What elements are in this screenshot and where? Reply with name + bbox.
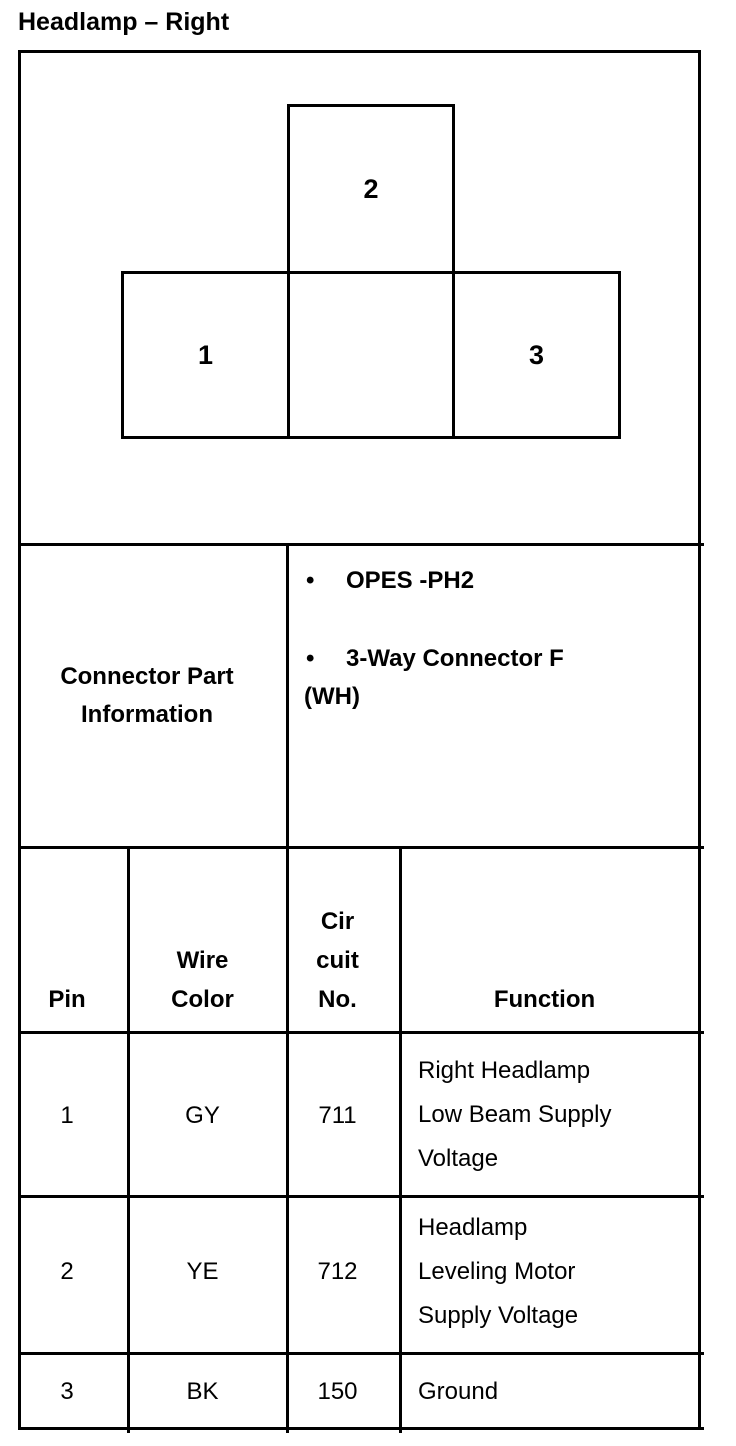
divider bbox=[18, 1195, 704, 1198]
function-line: Voltage bbox=[418, 1145, 499, 1172]
cell-pin: 3 bbox=[60, 1378, 74, 1405]
divider bbox=[18, 846, 704, 849]
cell-function bbox=[418, 1049, 698, 1181]
cell-wire-color: BK bbox=[186, 1378, 219, 1405]
header-circuit-no bbox=[290, 902, 385, 1019]
pin-cavity-2 bbox=[287, 104, 455, 274]
divider bbox=[399, 846, 402, 1433]
pin-cavity-3 bbox=[452, 271, 621, 439]
divider bbox=[18, 1352, 704, 1355]
header-text: cuit bbox=[316, 947, 359, 974]
divider bbox=[18, 543, 704, 546]
cell-pin: 2 bbox=[60, 1258, 74, 1285]
divider bbox=[127, 846, 130, 1433]
divider bbox=[18, 1427, 704, 1430]
pin-label: 3 bbox=[528, 339, 545, 370]
cell-function bbox=[418, 1370, 698, 1414]
header-pin bbox=[22, 980, 112, 1019]
header-text: No. bbox=[318, 986, 357, 1013]
cell-circuit: 711 bbox=[318, 1102, 357, 1129]
header-text: Cir bbox=[320, 908, 355, 935]
function-line: Leveling Motor bbox=[418, 1258, 576, 1285]
part-info-label-line: Connector Part bbox=[60, 663, 234, 690]
cell-wire-color: GY bbox=[185, 1102, 220, 1129]
part-number: OPES -PH2 bbox=[346, 567, 475, 594]
part-info-list bbox=[304, 562, 694, 716]
pin-label: 2 bbox=[363, 173, 379, 204]
function-line: Supply Voltage bbox=[418, 1302, 579, 1329]
bullet-icon: • bbox=[306, 567, 315, 594]
list-item bbox=[304, 562, 694, 600]
header-text: Color bbox=[171, 986, 234, 1013]
cell-wire-color: YE bbox=[186, 1258, 219, 1285]
header-wire-color bbox=[130, 941, 275, 1019]
cell-circuit: 150 bbox=[317, 1378, 358, 1405]
function-line: Right Headlamp bbox=[418, 1057, 591, 1084]
function-line: Headlamp bbox=[418, 1214, 528, 1241]
header-text: Wire bbox=[176, 947, 229, 974]
divider bbox=[18, 1031, 704, 1034]
cell-function bbox=[418, 1206, 698, 1338]
part-info-label-line: Information bbox=[81, 701, 213, 728]
center-cavity bbox=[287, 271, 455, 439]
pin-label: 1 bbox=[197, 339, 214, 370]
part-info-label bbox=[22, 658, 272, 734]
cell-circuit: 712 bbox=[317, 1258, 358, 1285]
header-function bbox=[402, 980, 687, 1019]
function-line: Low Beam Supply bbox=[418, 1101, 612, 1128]
pin-cavity-1 bbox=[121, 271, 290, 439]
bullet-icon: • bbox=[306, 645, 315, 672]
connector-type: 3-Way Connector F bbox=[346, 645, 564, 672]
function-line: Ground bbox=[418, 1378, 499, 1405]
divider bbox=[286, 543, 289, 1433]
list-item-continuation: (WH) bbox=[304, 683, 360, 710]
header-text: Function bbox=[493, 986, 596, 1013]
list-item bbox=[304, 640, 694, 678]
page-title: Headlamp – Right bbox=[18, 8, 230, 36]
header-text: Pin bbox=[48, 986, 86, 1013]
cell-pin: 1 bbox=[60, 1102, 74, 1129]
